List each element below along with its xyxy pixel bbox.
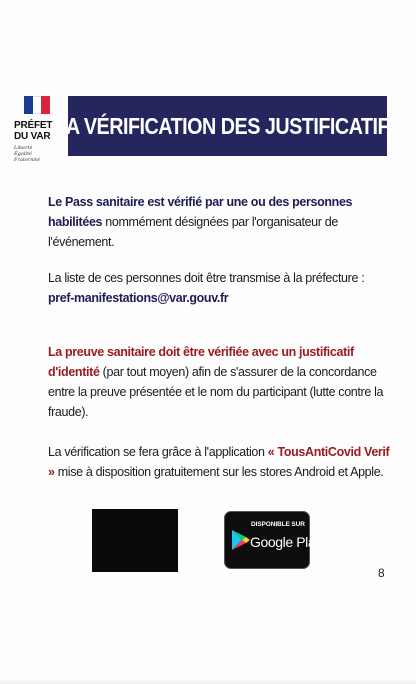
google-play-small-label: DISPONIBLE SUR [251, 521, 305, 528]
paragraph-3-rest: (par tout moyen) afin de s'assurer de la concordance entre la preuve présentée et le nom du participant (lutte contre la fraude). [48, 365, 384, 419]
french-flag-icon [24, 96, 50, 114]
google-play-badge[interactable] [224, 511, 322, 569]
app-name: « TousAntiCovid Verif » [48, 445, 390, 479]
paragraph-4-before: La vérification se fera grâce à l'application [48, 445, 268, 459]
paragraph-1-rest: nommément désignées par l'organisateur de l'événement. [48, 215, 338, 249]
contact-email: pref-manifestations@var.gouv.fr [48, 291, 229, 305]
motto-line-3: Fraternité [14, 157, 40, 163]
paragraph-4-after: mise à disposition gratuitement sur les stores Android et Apple. [54, 465, 384, 479]
title-banner [53, 96, 402, 156]
paragraph-1-bold: Le Pass sanitaire est vérifié par une ou des personnes habilitées [48, 195, 353, 229]
google-play-icon [231, 529, 251, 551]
prefet-line-2: DU VAR [14, 131, 51, 142]
qr-code-placeholder [92, 509, 178, 572]
paragraph-verification [48, 442, 393, 482]
motto-line-1: Liberté [14, 145, 33, 151]
paragraph-preuve [48, 342, 393, 422]
page-title: LA VÉRIFICATION DES JUSTIFICATIFS [53, 112, 402, 139]
google-play-label: Google Play [250, 534, 322, 550]
paragraph-3-bold: La preuve sanitaire doit être vérifiée avec un justificatif d'identité [48, 345, 354, 379]
paragraph-pass-sanitaire [48, 192, 393, 252]
page-number: 8 [378, 566, 385, 580]
prefet-line-1: PRÉFET [14, 120, 53, 131]
paragraph-2-text: La liste de ces personnes doit être transmise à la préfecture : [48, 271, 365, 285]
republic-motto [14, 145, 70, 163]
motto-line-2: Égalité [14, 151, 32, 157]
paragraph-liste [48, 268, 393, 308]
